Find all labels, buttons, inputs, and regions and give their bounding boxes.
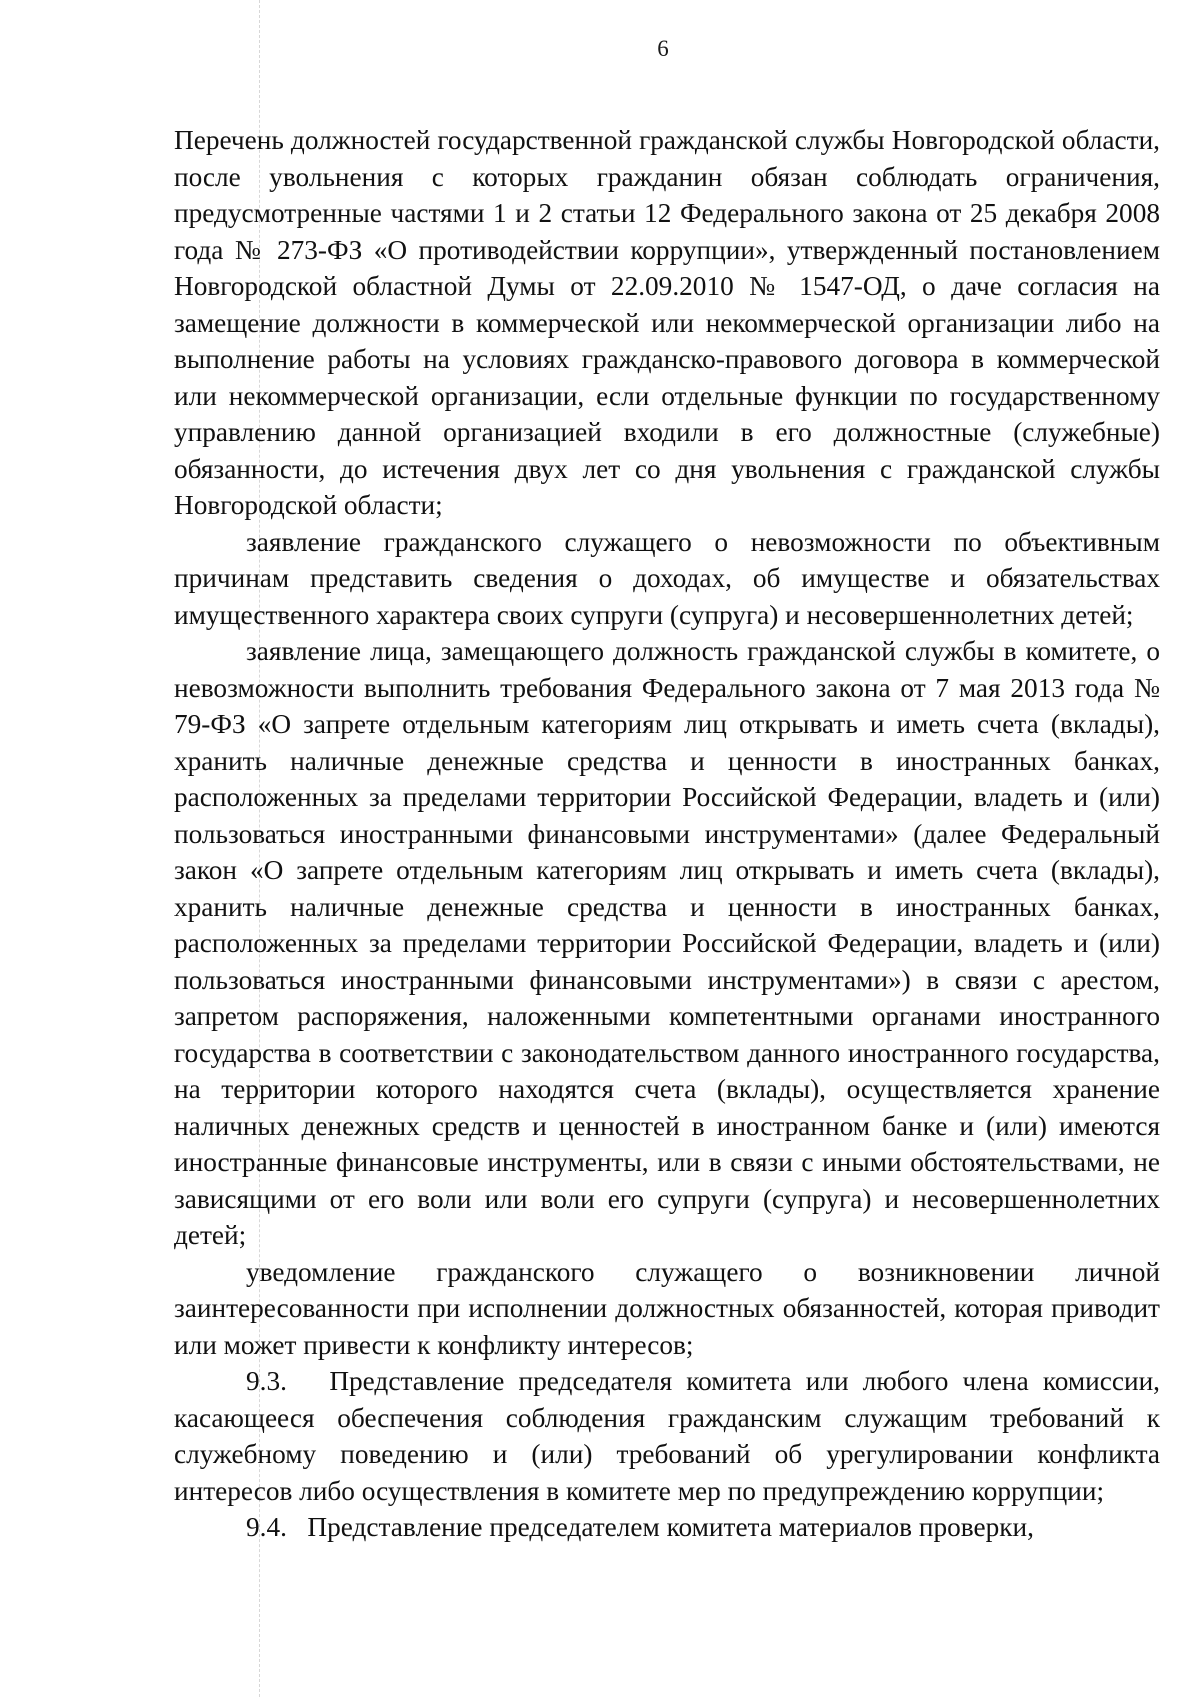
paragraph-conflict-notice: уведомление гражданского служащего о возникновении личной заинтересованности при исполнении должностных обязанностей, которая приводит или может привести к конфликту интересов;	[174, 1256, 1160, 1360]
paragraph-statement-foreign-accounts: заявление лица, замещающего должность гражданской службы в комитете, о невозможности выполнить требования Федерального закона от 7 мая 2013 года № 79-ФЗ «О запрете отдельным категориям лиц открывать и иметь счета (вклады), хранить наличные денежные средства и ценности в иностранных банках, расположенных за пределами территории Российской Федерации, владеть и (или) пользоваться иностранными финансовыми инструментами» (далее Федеральный закон «О запрете отдельным категориям лиц открывать и иметь счета (вклады), хранить наличные денежные средства и ценности в иностранных банках, расположенных за пределами территории Российской Федерации, владеть и (или) пользоваться иностранными финансовыми инструментами») в связи с арестом, запретом распоряжения, наложенными компетентными органами иностранного государства в соответствии с законодательством данного иностранного государства, на территории которого находятся счета (вклады), осуществляется хранение наличных денежных средств и ценностей в иностранном банке и (или) имеются иностранные финансовые инструменты, или в связи с иными обстоятельствами, не зависящими от его воли или воли его супруги (супруга) и несовершеннолетних детей;	[174, 636, 1160, 1250]
paragraph-item-9-4: 9.4. Представление председателем комитета материалов проверки,	[246, 1512, 1034, 1542]
document-body	[174, 122, 1160, 1546]
paragraph-statement-income: заявление гражданского служащего о невозможности по объективным причинам представить сведения о доходах, об имуществе и обязательствах имущественного характера своих супруги (супруга) и несовершеннолетних детей;	[174, 526, 1160, 630]
paragraph-position-list: Перечень должностей государственной гражданской службы Новгородской области, после увольнения с которых гражданин обязан соблюдать ограничения, предусмотренные частями 1 и 2 статьи 12 Федерального закона от 25 декабря 2008 года № 273-ФЗ «О противодействии коррупции», утвержденный постановлением Новгородской областной Думы от 22.09.2010 № 1547-ОД, о даче согласия на замещение должности в коммерческой или некоммерческой организации либо на выполнение работы на условиях гражданско-правового договора в коммерческой или некоммерческой организации, если отдельные функции по государственному управлению данной организацией входили в его должностные (служебные) обязанности, до истечения двух лет со дня увольнения с гражданской службы Новгородской области;	[174, 125, 1160, 520]
paragraph-item-9-3: 9.3. Представление председателя комитета или любого члена комиссии, касающееся обеспечения соблюдения гражданским служащим требований к служебному поведению и (или) требований об урегулировании конфликта интересов либо осуществления в комитете мер по предупреждению коррупции;	[174, 1366, 1160, 1506]
page-number: 6	[657, 36, 669, 61]
